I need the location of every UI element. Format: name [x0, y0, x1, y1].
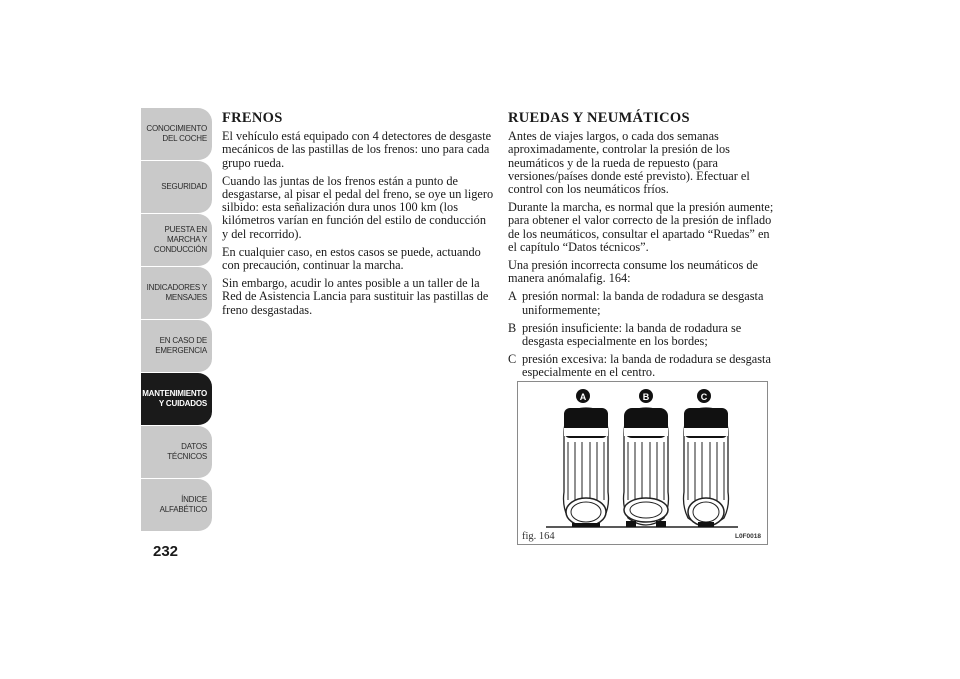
label-a-marker — [576, 389, 590, 403]
label-c-marker — [697, 389, 711, 403]
list-item-letter: B — [508, 320, 517, 335]
paragraph: El vehículo está equipado con 4 detectores de desgaste mecánicos de las pastillas de los frenos: uno para cada grupo rueda. — [222, 129, 492, 170]
list-item — [508, 353, 774, 379]
list-item — [508, 290, 774, 316]
tab-conocimiento-del-coche[interactable] — [141, 108, 212, 161]
chapter-sidebar — [141, 108, 212, 532]
label-c: C — [700, 392, 708, 402]
list-item — [508, 322, 774, 348]
tab-mantenimiento-y-cuidados[interactable] — [141, 373, 212, 426]
tab-label: MANTENIMIENTO Y CUIDADOS — [142, 389, 207, 408]
ruedas-section — [508, 112, 774, 385]
tab-seguridad[interactable] — [141, 161, 212, 214]
section-title-ruedas: RUEDAS Y NEUMÁTICOS — [508, 110, 690, 126]
tab-label: CONOCIMIENTO DEL COCHE — [146, 124, 207, 143]
label-a: A — [579, 392, 587, 402]
tire-c — [684, 408, 729, 527]
paragraph: Una presión incorrecta consume los neumáticos de manera anómalafig. 164: — [508, 258, 758, 286]
figure-caption: fig. 164 — [522, 531, 555, 542]
figure-code: L0F0018 — [734, 533, 761, 540]
tab-puesta-en-marcha[interactable] — [141, 214, 212, 267]
tab-label: SEGURIDAD — [161, 182, 207, 191]
frenos-section — [222, 112, 494, 322]
tire-wear-illustration — [518, 382, 767, 544]
tab-label: PUESTA EN MARCHA Y CONDUCCIÓN — [153, 225, 207, 254]
paragraph: Durante la marcha, es normal que la presión aumente; para obtener el valor correcto de la presión de inflado de los neumáticos, consultar el apartado “Ruedas” en el capítulo “Datos técnicos”. — [508, 200, 774, 254]
paragraph: Cuando las juntas de los frenos están a punto de desgastarse, al pisar el pedal del freno, se oye un ligero silbido: esta señalización dura unos 100 km (los kilómetros varían en función del estilo de conducción y del recorrido). — [222, 173, 494, 241]
label-b-marker — [639, 389, 653, 403]
page-number: 232 — [153, 543, 179, 560]
paragraph: Sin embargo, acudir lo antes posible a un taller de la Red de Asistencia Lancia para sustituir las pastillas de freno desgastadas. — [222, 276, 489, 317]
tire-wear-figure — [517, 381, 768, 545]
tab-indicadores-y-mensajes[interactable] — [141, 267, 212, 320]
section-title-frenos: FRENOS — [222, 110, 283, 126]
tire-a — [564, 408, 609, 527]
list-item-text: presión normal: la banda de rodadura se desgasta uniformemente; — [522, 289, 764, 317]
tab-label: EN CASO DE EMERGENCIA — [155, 336, 207, 355]
list-item-text: presión insuficiente: la banda de rodadura se desgasta especialmente en los bordes; — [522, 320, 742, 349]
tab-label: ÍNDICE ALFABÉTICO — [159, 495, 207, 514]
label-b: B — [642, 392, 650, 402]
list-item-letter: A — [508, 289, 517, 304]
tab-label: INDICADORES Y MENSAJES — [146, 283, 207, 302]
tab-label: DATOS TÉCNICOS — [167, 442, 207, 461]
paragraph: Antes de viajes largos, o cada dos semanas aproximadamente, controlar la presión de los neumáticos y de la rueda de repuesto (para versiones/países donde esté previsto). Efectuar el control con los neumáticos fríos. — [508, 129, 750, 197]
paragraph: En cualquier caso, en estos casos se puede, actuando con precaución, continuar la marcha. — [222, 244, 481, 273]
tire-b — [624, 408, 669, 527]
list-item-text: presión excesiva: la banda de rodadura se desgasta especialmente en el centro. — [522, 352, 771, 380]
tab-datos-tecnicos[interactable] — [141, 426, 212, 479]
tab-en-caso-de-emergencia[interactable] — [141, 320, 212, 373]
tab-indice-alfabetico[interactable] — [141, 479, 212, 532]
list-item-letter: C — [508, 352, 517, 367]
